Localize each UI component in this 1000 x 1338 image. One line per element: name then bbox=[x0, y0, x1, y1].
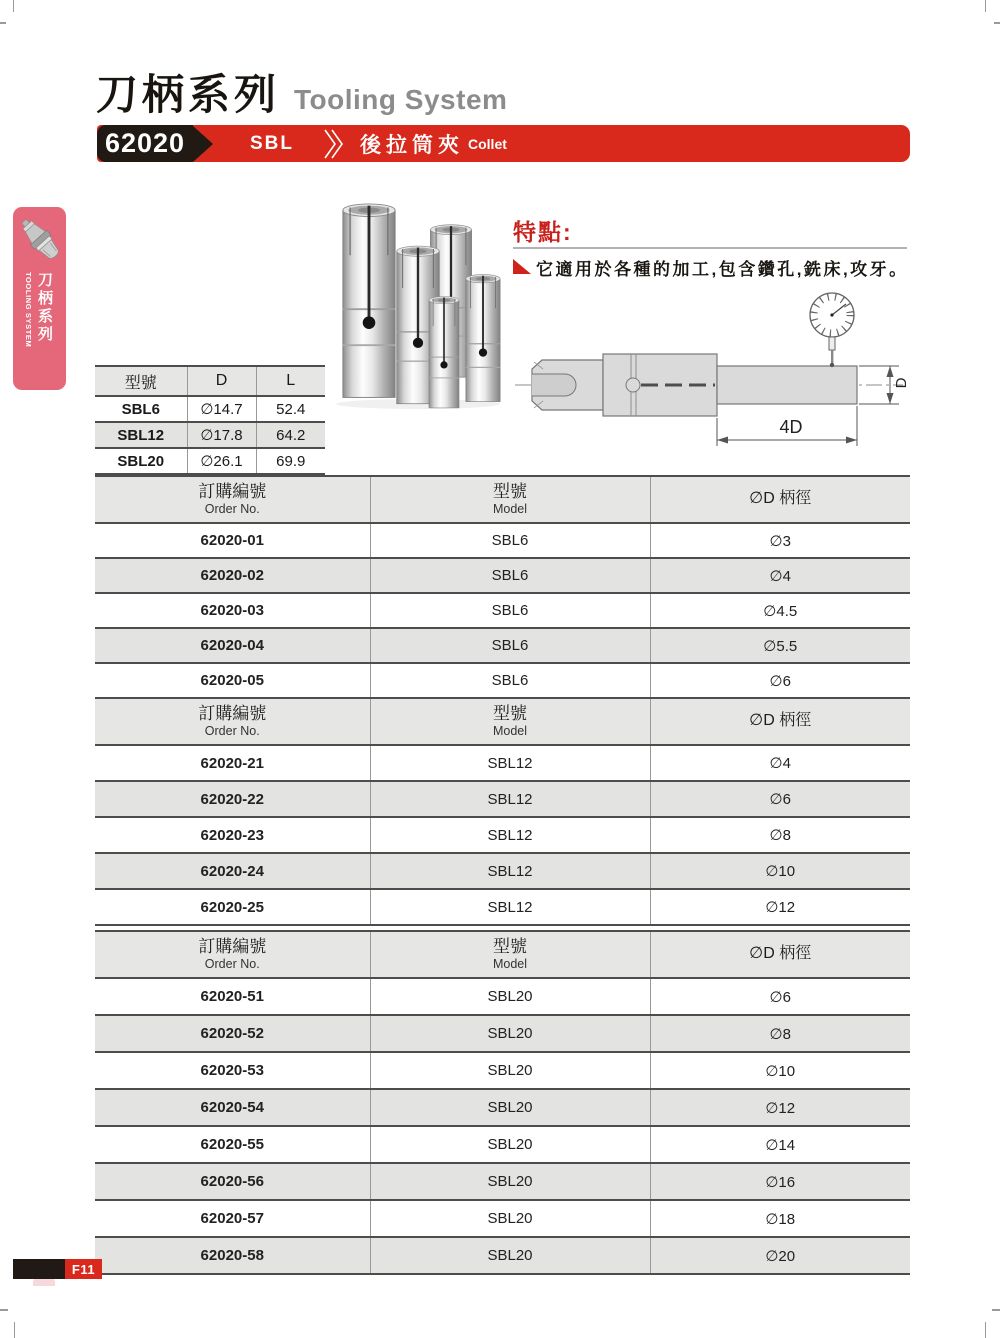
table-cell: ∅14.7 bbox=[187, 396, 256, 422]
table-row bbox=[95, 663, 910, 698]
table-cell: 62020-54 bbox=[95, 1089, 370, 1126]
table-row bbox=[95, 781, 910, 817]
table-cell: 52.4 bbox=[256, 396, 325, 422]
footer-page-badge bbox=[65, 1259, 102, 1279]
chevron-right-icon bbox=[322, 129, 344, 159]
table-cell: ∅14 bbox=[650, 1126, 910, 1163]
crop-mark bbox=[0, 22, 6, 24]
spec-header-d: D bbox=[187, 366, 256, 396]
table-row bbox=[95, 628, 910, 663]
table-cell: 62020-23 bbox=[95, 817, 370, 853]
crop-mark bbox=[985, 0, 986, 12]
table-cell: SBL20 bbox=[370, 1237, 650, 1274]
table-cell: SBL20 bbox=[95, 448, 187, 474]
table-row bbox=[95, 396, 325, 422]
table-cell: 69.9 bbox=[256, 448, 325, 474]
header-model: 型號 Model bbox=[370, 698, 650, 745]
table-cell: ∅6 bbox=[650, 781, 910, 817]
table-cell: ∅10 bbox=[650, 853, 910, 889]
table-cell: SBL20 bbox=[370, 1200, 650, 1237]
table-cell: 64.2 bbox=[256, 422, 325, 448]
table-cell: SBL12 bbox=[370, 853, 650, 889]
table-row bbox=[95, 1237, 910, 1274]
table-cell: ∅6 bbox=[650, 663, 910, 698]
order-table-sbl6 bbox=[95, 475, 910, 699]
table-cell: 62020-58 bbox=[95, 1237, 370, 1274]
header-shank-dia: ∅D 柄徑 bbox=[650, 931, 910, 978]
header-order-no: 訂購編號 Order No. bbox=[95, 476, 370, 523]
product-photo-collets bbox=[330, 198, 505, 410]
table-cell: ∅17.8 bbox=[187, 422, 256, 448]
table-header-row bbox=[95, 476, 910, 523]
table-cell: SBL6 bbox=[370, 558, 650, 593]
table-cell: SBL20 bbox=[370, 1052, 650, 1089]
table-cell: ∅4 bbox=[650, 558, 910, 593]
series-model: SBL bbox=[250, 132, 294, 154]
table-cell: SBL6 bbox=[95, 396, 187, 422]
header-model: 型號 Model bbox=[370, 931, 650, 978]
crop-mark bbox=[992, 1309, 1000, 1311]
table-row bbox=[95, 745, 910, 781]
tool-holder-icon bbox=[18, 213, 62, 270]
table-cell: 62020-03 bbox=[95, 593, 370, 628]
footer-black-bar bbox=[13, 1259, 65, 1279]
table-cell: ∅18 bbox=[650, 1200, 910, 1237]
table-cell: ∅10 bbox=[650, 1052, 910, 1089]
table-cell: SBL20 bbox=[370, 1015, 650, 1052]
series-name-zh: 後拉筒夾 bbox=[360, 133, 464, 157]
table-cell: SBL20 bbox=[370, 1163, 650, 1200]
dim-label-4d: 4D bbox=[779, 417, 803, 437]
crop-mark bbox=[13, 0, 14, 12]
table-row bbox=[95, 817, 910, 853]
table-cell: ∅12 bbox=[650, 889, 910, 925]
table-cell: 62020-51 bbox=[95, 978, 370, 1015]
table-cell: SBL6 bbox=[370, 628, 650, 663]
table-cell: 62020-21 bbox=[95, 745, 370, 781]
table-cell: ∅20 bbox=[650, 1237, 910, 1274]
table-cell: ∅12 bbox=[650, 1089, 910, 1126]
table-cell: ∅3 bbox=[650, 523, 910, 558]
features-divider bbox=[513, 247, 907, 249]
order-table-sbl12 bbox=[95, 697, 910, 926]
table-cell: SBL12 bbox=[95, 422, 187, 448]
table-row bbox=[95, 1015, 910, 1052]
table-row bbox=[95, 593, 910, 628]
table-cell: 62020-53 bbox=[95, 1052, 370, 1089]
table-header-row bbox=[95, 931, 910, 978]
table-cell: ∅4.5 bbox=[650, 593, 910, 628]
table-cell: 62020-22 bbox=[95, 781, 370, 817]
table-cell: 62020-56 bbox=[95, 1163, 370, 1200]
features-item bbox=[513, 255, 909, 280]
table-cell: ∅5.5 bbox=[650, 628, 910, 663]
header-shank-dia: ∅D 柄徑 bbox=[650, 476, 910, 523]
table-cell: 62020-04 bbox=[95, 628, 370, 663]
table-cell: 62020-24 bbox=[95, 853, 370, 889]
table-header-row bbox=[95, 366, 325, 396]
table-row bbox=[95, 558, 910, 593]
page-title-en: Tooling System bbox=[294, 84, 508, 115]
table-cell: 62020-05 bbox=[95, 663, 370, 698]
table-row bbox=[95, 978, 910, 1015]
spec-header-l: L bbox=[256, 366, 325, 396]
sidebar-tab-labels bbox=[24, 272, 55, 347]
table-row bbox=[95, 1200, 910, 1237]
table-cell: 62020-57 bbox=[95, 1200, 370, 1237]
table-cell: SBL20 bbox=[370, 978, 650, 1015]
table-cell: SBL20 bbox=[370, 1089, 650, 1126]
table-cell: ∅8 bbox=[650, 1015, 910, 1052]
table-cell: SBL6 bbox=[370, 663, 650, 698]
header-order-no: 訂購編號 Order No. bbox=[95, 698, 370, 745]
features-item-text: 它適用於各種的加工,包含鑽孔,銑床,攻牙。 bbox=[536, 260, 909, 279]
crop-mark bbox=[994, 22, 1000, 24]
table-row bbox=[95, 1126, 910, 1163]
table-cell: 62020-55 bbox=[95, 1126, 370, 1163]
crop-mark bbox=[14, 1322, 15, 1338]
table-row bbox=[95, 889, 910, 925]
technical-drawing bbox=[505, 282, 915, 460]
features-heading: 特點: bbox=[513, 219, 573, 245]
page-number: F11 bbox=[71, 1261, 96, 1277]
page-title-zh: 刀柄系列 bbox=[96, 71, 281, 118]
series-code: 62020 bbox=[104, 128, 186, 158]
table-header-row bbox=[95, 698, 910, 745]
chip-arrow-icon bbox=[193, 126, 213, 162]
dim-label-d: D bbox=[893, 377, 910, 389]
table-cell: 62020-01 bbox=[95, 523, 370, 558]
table-cell: SBL12 bbox=[370, 817, 650, 853]
table-cell: SBL6 bbox=[370, 523, 650, 558]
table-cell: SBL12 bbox=[370, 889, 650, 925]
header-order-no: 訂購編號 Order No. bbox=[95, 931, 370, 978]
table-cell: 62020-52 bbox=[95, 1015, 370, 1052]
table-cell: ∅16 bbox=[650, 1163, 910, 1200]
sidebar-tab-label-zh: 刀柄系列 bbox=[36, 272, 53, 344]
sidebar-tab-label-en: TOOLING SYSTEM bbox=[24, 272, 33, 348]
series-name-en: Collet bbox=[468, 135, 507, 152]
spec-header-model: 型號 bbox=[95, 366, 187, 396]
table-cell: SBL12 bbox=[370, 745, 650, 781]
table-row bbox=[95, 853, 910, 889]
table-cell: ∅26.1 bbox=[187, 448, 256, 474]
table-cell: SBL12 bbox=[370, 781, 650, 817]
table-cell: ∅6 bbox=[650, 978, 910, 1015]
sidebar-tab-tooling-system[interactable] bbox=[13, 207, 66, 390]
table-row bbox=[95, 422, 325, 448]
bullet-triangle-icon bbox=[513, 258, 531, 280]
table-cell: SBL20 bbox=[370, 1126, 650, 1163]
series-code-chip bbox=[97, 125, 193, 162]
crop-mark bbox=[0, 1309, 8, 1311]
table-row bbox=[95, 523, 910, 558]
table-row bbox=[95, 1089, 910, 1126]
order-table-sbl20 bbox=[95, 930, 910, 1275]
crop-mark bbox=[985, 1322, 986, 1338]
table-cell: ∅8 bbox=[650, 817, 910, 853]
series-banner bbox=[97, 125, 910, 162]
header-model: 型號 Model bbox=[370, 476, 650, 523]
table-cell: SBL6 bbox=[370, 593, 650, 628]
table-cell: 62020-02 bbox=[95, 558, 370, 593]
spec-table bbox=[95, 365, 325, 475]
table-row bbox=[95, 1052, 910, 1089]
table-row bbox=[95, 448, 325, 474]
table-row bbox=[95, 1163, 910, 1200]
table-cell: ∅4 bbox=[650, 745, 910, 781]
page-footer bbox=[13, 1259, 102, 1279]
header-shank-dia: ∅D 柄徑 bbox=[650, 698, 910, 745]
table-cell: 62020-25 bbox=[95, 889, 370, 925]
page-title bbox=[96, 62, 507, 122]
